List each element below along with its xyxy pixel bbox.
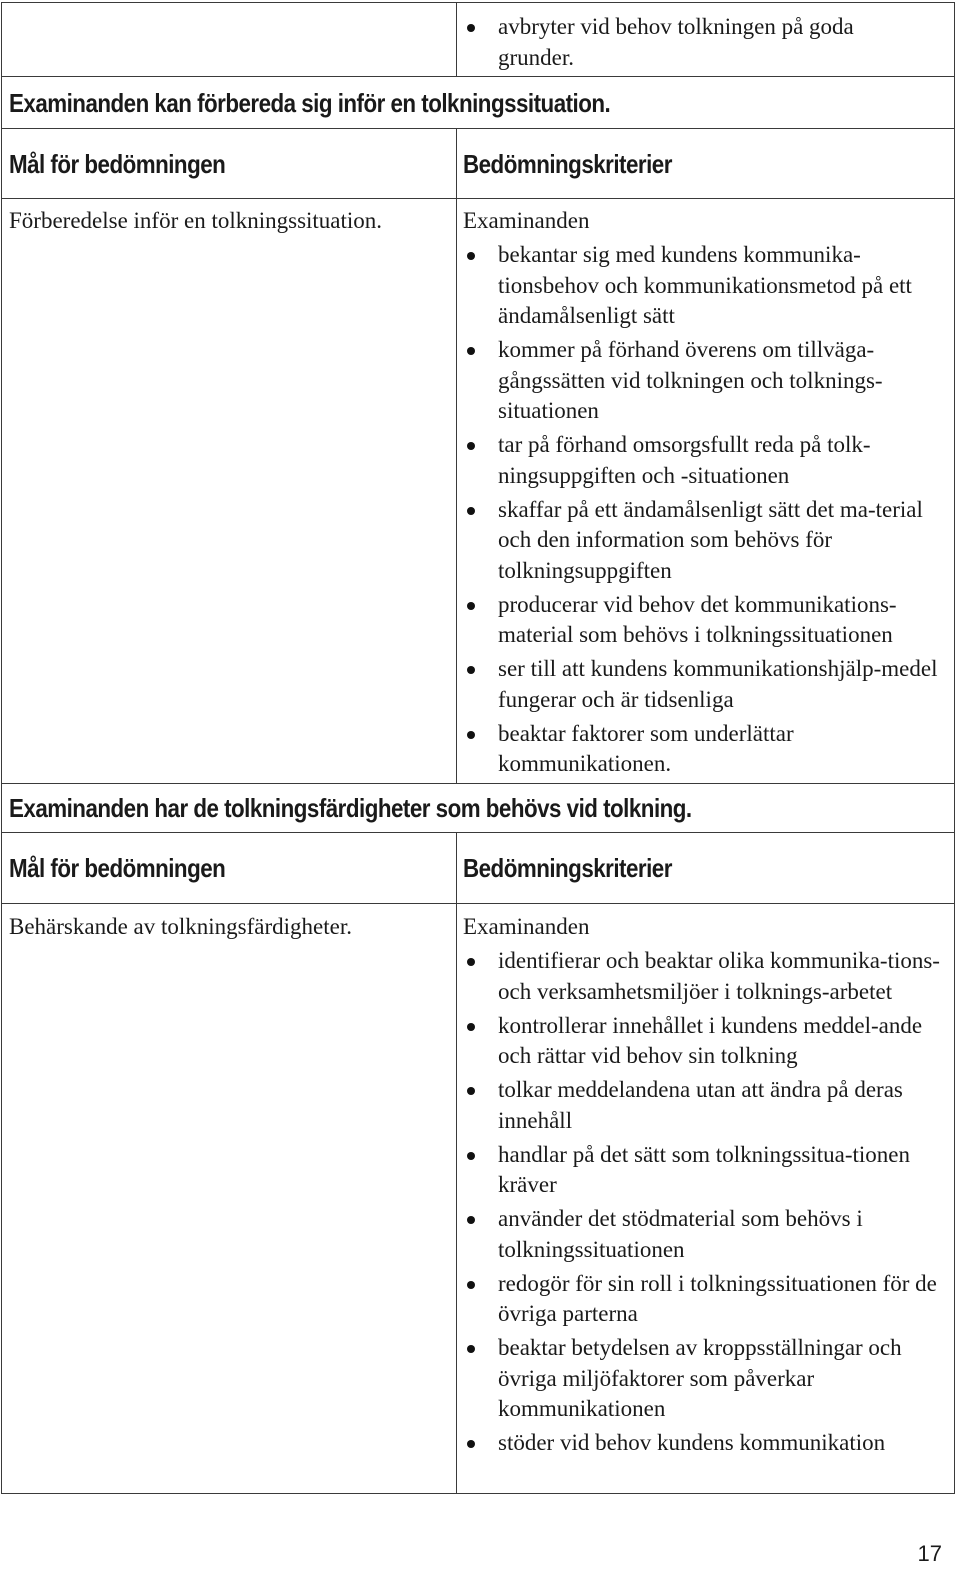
criteria-item: använder det stödmaterial som behövs i tolkningssituationen <box>463 1204 946 1265</box>
section1-subject-text: Examinanden <box>463 208 590 233</box>
section1-left-header: Mål för bedömningen <box>9 149 226 179</box>
section2-target-text: Behärskande av tolkningsfärdigheter. <box>9 914 352 939</box>
section2-goal-row <box>1 784 955 832</box>
section2-left-header: Mål för bedömningen <box>9 853 226 883</box>
criteria-item: kommer på förhand överens om tillväga-gångssätten vid tolkningen och tolknings-situationen <box>463 335 940 427</box>
criteria-item: handlar på det sätt som tolkningssitua-tionen kräver <box>463 1140 946 1201</box>
continuation-list <box>463 12 934 73</box>
section1-goal-row <box>1 76 955 129</box>
section1-criteria-list <box>463 240 940 780</box>
criteria-item: kontrollerar innehållet i kundens meddel-ande och rättar vid behov sin tolkning <box>463 1011 946 1072</box>
criteria-item: beaktar betydelsen av kroppsställningar och övriga miljöfaktorer som påverkar kommunikationen <box>463 1333 946 1425</box>
section2-right-header: Bedömningskriterier <box>463 853 672 883</box>
continuation-row <box>1 2 955 77</box>
section2-criteria-list <box>463 946 946 1459</box>
section1-left-cell <box>2 199 457 783</box>
criteria-item: bekantar sig med kundens kommunika-tionsbehov och kommunikationsmetod på ett ändamålsenligt sätt <box>463 240 940 332</box>
criteria-item: identifierar och beaktar olika kommunika-tions- och verksamhetsmiljöer i tolknings-arbetet <box>463 946 946 1007</box>
section1-right-header-cell <box>457 129 954 198</box>
criteria-item: tolkar meddelandena utan att ändra på deras innehåll <box>463 1075 946 1136</box>
section2-goal-heading: Examinanden har de tolkningsfärdigheter som behövs vid tolkning. <box>9 793 692 823</box>
section1-header-row <box>1 128 955 199</box>
section2-right-cell <box>457 904 954 1493</box>
criteria-item: beaktar faktorer som underlättar kommunikationen. <box>463 719 940 780</box>
section1-target-text: Förberedelse inför en tolkningssituation. <box>9 208 383 233</box>
criteria-item: avbryter vid behov tolkningen på goda grunder. <box>463 12 934 73</box>
section1-right-cell <box>457 199 954 783</box>
criteria-item: skaffar på ett ändamålsenligt sätt det ma-terial och den information som behövs för tolkningsuppgiften <box>463 495 940 587</box>
continuation-right-cell <box>457 3 954 76</box>
section2-content-row <box>1 903 955 1494</box>
section1-goal-heading: Examinanden kan förbereda sig inför en tolkningssituation. <box>9 88 611 118</box>
section1-right-header: Bedömningskriterier <box>463 149 672 179</box>
section2-left-header-cell <box>2 833 457 903</box>
section2-subject-text: Examinanden <box>463 914 590 939</box>
section1-content-row <box>1 198 955 784</box>
section2-right-header-cell <box>457 833 954 903</box>
criteria-item: redogör för sin roll i tolkningssituationen för de övriga parterna <box>463 1269 946 1330</box>
criteria-item: ser till att kundens kommunikationshjälp-medel fungerar och är tidsenliga <box>463 654 940 715</box>
section1-left-header-cell <box>2 129 457 198</box>
section2-left-cell <box>2 904 457 1493</box>
section2-header-row <box>1 832 955 904</box>
criteria-item: stöder vid behov kundens kommunikation <box>463 1428 946 1459</box>
criteria-item: producerar vid behov det kommunikations-material som behövs i tolkningssituationen <box>463 590 940 651</box>
criteria-item: tar på förhand omsorgsfullt reda på tolk-ningsuppgiften och -situationen <box>463 430 940 491</box>
continuation-left-cell <box>2 3 457 76</box>
page-number: 17 <box>917 1541 942 1566</box>
